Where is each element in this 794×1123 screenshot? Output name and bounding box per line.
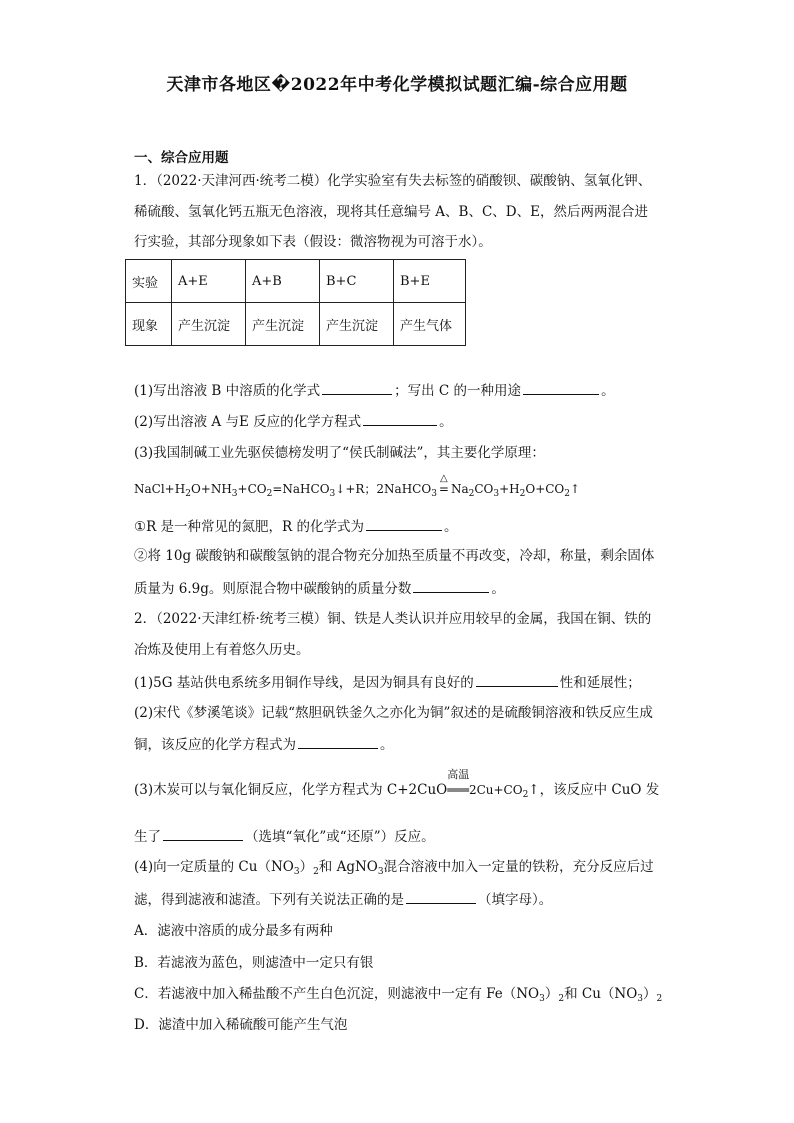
table-cell: 现象 — [126, 303, 172, 346]
answer-blank[interactable] — [476, 672, 558, 687]
q2-part-1 — [134, 672, 641, 693]
table-cell: 产生沉淀 — [320, 303, 394, 346]
equation-text: O+NH — [190, 482, 232, 496]
q2-part-4-text-c: 和 AgNO — [318, 859, 378, 875]
equation-text: CO — [474, 482, 494, 496]
subscript: 2 — [656, 994, 663, 1004]
subscript: 2 — [313, 867, 319, 877]
q2-part-4-text-b: ） — [299, 859, 314, 875]
answer-blank[interactable] — [406, 889, 476, 904]
subscript: 3 — [539, 994, 545, 1004]
chemical-equation — [134, 473, 581, 504]
option-c-text-a: C．若滤液中加入稀盐酸不产生白色沉淀，则滤液中一定有 Fe（NO — [134, 986, 540, 1002]
q1-stem-line-2: 稀硫酸、氢氧化钙五瓶无色溶液，现将其任意编号 A、B、C、D、E，然后两两混合进 — [134, 204, 648, 220]
option-c-text-b: ） — [544, 986, 559, 1002]
q2-part-2-text-b: 铜，该反应的化学方程式为 — [134, 737, 296, 753]
q1-part-1-text-a: (1)写出溶液 B 中溶质的化学式 — [134, 383, 321, 399]
table-cell: B+E — [394, 260, 466, 303]
answer-blank[interactable] — [523, 380, 599, 395]
option-c-text-d: ） — [643, 986, 657, 1002]
equation-text: Na — [450, 482, 469, 496]
table-cell: A+E — [172, 260, 246, 303]
page-title: 天津市各地区�2022年中考化学模拟试题汇编-综合应用题 — [166, 75, 628, 95]
subscript: 3 — [329, 489, 336, 499]
equation-text: O+CO — [525, 482, 565, 496]
heat-condition: △ = — [437, 479, 451, 499]
subscript: 3 — [493, 489, 500, 499]
q2-part-1-text-b: 性和延展性； — [559, 675, 641, 691]
table-row — [126, 260, 466, 303]
subscript: 3 — [231, 489, 238, 499]
table-cell: B+C — [320, 260, 394, 303]
q2-part-3-line-1 — [134, 768, 660, 805]
q1-sub-1-text-a: ①R 是一种常见的氮肥，R 的化学式为 — [134, 519, 365, 535]
q2-part-3-text-d: 生了 — [134, 829, 161, 845]
equals-sign: ═══ — [447, 783, 469, 797]
table-cell: 产生沉淀 — [246, 303, 320, 346]
delta-symbol: △ — [439, 473, 448, 484]
condition-label: 高温 — [447, 768, 470, 781]
equation-text: +CO — [237, 482, 267, 496]
subscript: 3 — [431, 489, 437, 499]
section-heading: 一、综合应用题 — [134, 150, 229, 166]
q2-part-4-text-d: 混合溶液中加入一定量的铁粉，充分反应后过 — [383, 859, 654, 875]
subscript: 2 — [468, 489, 475, 499]
answer-blank[interactable] — [298, 734, 378, 749]
q2-part-3-text-a: (3)木炭可以与氧化铜反应，化学方程式为 C+2CuO — [134, 782, 448, 798]
high-temperature-condition — [447, 768, 470, 800]
answer-blank[interactable] — [163, 826, 243, 841]
q2-part-4-text-f: （填字母）。 — [478, 892, 553, 908]
q2-part-4-text-e: 滤，得到滤液和滤渣。下列有关说法正确的是 — [134, 892, 404, 908]
q1-part-1-text-c: 。 — [601, 383, 615, 399]
answer-blank[interactable] — [366, 516, 442, 531]
equation-text: NaCl+H — [134, 482, 186, 496]
q2-stem-line-1: 2．（2022·天津红桥·统考三模）铜、铁是人类认识并应用较早的金属，我国在铜、铁的 — [134, 611, 652, 627]
q2-part-1-text-a: (1)5G 基站供电系统多用铜作导线，是因为铜具有良好的 — [134, 675, 474, 691]
subscript: 2 — [266, 489, 273, 499]
answer-blank[interactable] — [413, 578, 489, 593]
table-cell: 产生沉淀 — [172, 303, 246, 346]
q1-sub-1-text-b: 。 — [444, 519, 458, 535]
table-cell: A+B — [246, 260, 320, 303]
q1-sub-2-line-2 — [134, 578, 505, 599]
table-cell: 实验 — [126, 260, 172, 303]
equation-text: +H — [499, 482, 520, 496]
option-b[interactable]: B．若滤液为蓝色，则滤渣中一定只有银 — [134, 955, 374, 971]
subscript: 3 — [377, 867, 384, 877]
q2-part-2-line-1: (2)宋代《梦溪笔谈》记载“熬胆矾铁釜久之亦化为铜”叙述的是硫酸铜溶液和铁反应生成 — [134, 705, 653, 721]
equation-text: ↓+R；2NaHCO — [335, 482, 432, 496]
q1-part-3: (3)我国制碱工业先驱侯德榜发明了“侯氏制碱法”，其主要化学原理： — [134, 445, 545, 461]
q1-part-1-text-b: ；写出 C 的一种用途 — [394, 383, 522, 399]
q1-sub-2-text-b: 质量为 6.9g。则原混合物中碳酸钠的质量分数 — [134, 581, 412, 597]
q1-sub-2-text-c: 。 — [491, 581, 505, 597]
gas-arrow: ↑ — [570, 482, 581, 496]
q2-part-2-text-c: 。 — [380, 737, 394, 753]
option-c-text-c: 和 Cu（NO — [564, 986, 638, 1002]
q2-part-3-products: 2Cu+CO — [468, 783, 523, 797]
option-c[interactable] — [134, 984, 662, 1009]
q1-part-2 — [134, 411, 453, 432]
q2-part-3-text-e: （选填“氧化”或“还原”）反应。 — [245, 829, 435, 845]
q1-part-1 — [134, 380, 615, 401]
table-cell: 产生气体 — [394, 303, 466, 346]
subscript: 3 — [637, 994, 644, 1004]
subscript: 2 — [519, 489, 526, 499]
q2-part-2-line-2 — [134, 734, 394, 755]
q2-part-3-text-c: ↑，该反应中 CuO 发 — [528, 782, 660, 798]
q2-part-4-line-1 — [134, 857, 654, 882]
answer-blank[interactable] — [363, 411, 437, 426]
q2-stem-line-2: 冶炼及使用上有着悠久历史。 — [134, 642, 310, 658]
answer-blank[interactable] — [322, 380, 392, 395]
option-a[interactable]: A．滤液中溶质的成分最多有两种 — [134, 923, 333, 939]
q1-sub-1 — [134, 516, 458, 537]
option-d[interactable]: D．滤渣中加入稀硫酸可能产生气泡 — [134, 1017, 348, 1033]
subscript: 2 — [564, 489, 571, 499]
q1-stem-line-1: 1．（2022·天津河西·统考二模）化学实验室有失去标签的硝酸钡、碳酸钠、氢氧化钾、 — [134, 173, 652, 189]
q1-stem-line-3: 行实验，其部分现象如下表（假设：微溶物视为可溶于水）。 — [134, 234, 492, 250]
subscript: 2 — [522, 790, 529, 800]
q2-part-4-text-a: (4)向一定质量的 Cu（NO — [134, 859, 294, 875]
subscript: 2 — [558, 994, 565, 1004]
equation-text: =NaHCO — [272, 482, 330, 496]
table-row — [126, 303, 466, 346]
q2-part-3-line-2 — [134, 826, 435, 847]
q2-part-4-line-2 — [134, 889, 552, 910]
q1-part-2-text-a: (2)写出溶液 A 与E 反应的化学方程式 — [134, 414, 362, 430]
q1-part-2-text-b: 。 — [439, 414, 453, 430]
subscript: 2 — [185, 489, 191, 499]
subscript: 3 — [293, 867, 300, 877]
experiment-table — [125, 259, 466, 346]
q1-sub-2-line-1: ②将 10g 碳酸钠和碳酸氢钠的混合物充分加热至质量不再改变，冷却，称量，剩余固体 — [134, 548, 655, 564]
